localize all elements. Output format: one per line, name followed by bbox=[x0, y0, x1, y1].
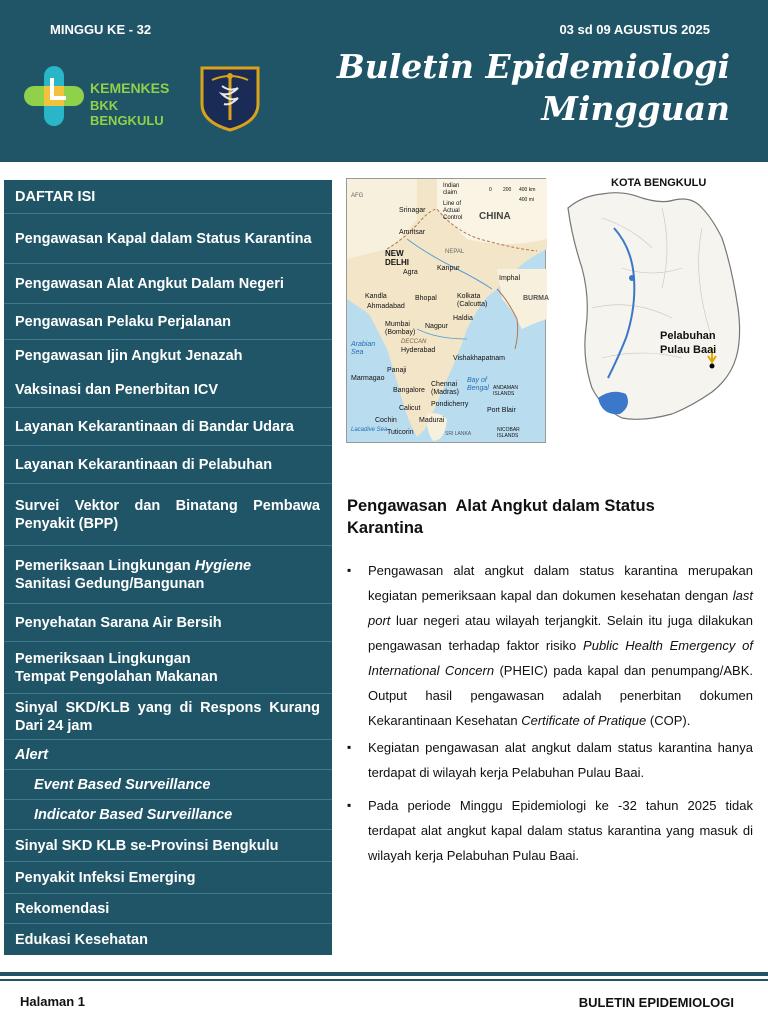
header-band bbox=[0, 0, 768, 162]
map-scale-200: 200 bbox=[503, 187, 512, 193]
map-label-loc: Line of Actual Control bbox=[443, 201, 463, 221]
article-bullets bbox=[347, 558, 753, 868]
map-label-afg: AFG bbox=[351, 193, 364, 199]
toc-item-ijin-jenazah[interactable]: Pengawasan Ijin Angkut Jenazah bbox=[15, 348, 243, 364]
toc-item-alat-angkut[interactable]: Pengawasan Alat Angkut Dalam Negeri bbox=[4, 264, 332, 304]
toc-item-pelaku-perjalanan[interactable]: Pengawasan Pelaku Perjalanan bbox=[4, 304, 332, 340]
map-scale-400km: 400 km bbox=[519, 187, 536, 193]
map-label-ahmadabad: Ahmadabad bbox=[367, 303, 405, 310]
toc-item-sinyal-provinsi[interactable]: Sinyal SKD KLB se-Provinsi Bengkulu bbox=[4, 830, 332, 862]
toc-item-rekomendasi[interactable]: Rekomendasi bbox=[4, 894, 332, 924]
bullet-1: ▪ Pengawasan alat angkut dalam status karantina merupakan kegiatan pemeriksaan kapal dan dokumen kesehatan dengan last port luar negeri atau wilayah terjangkit. Selain itu juga dilakukan pengawasan terhadap faktor risiko Public Health Emergency of International Concern (PHEIC) pada kapal dan penumpang/ABK. Output hasil pengawasan adalah penerbitan dokumen Kekarantinaan Kesehatan Certificate of Pratique (COP). bbox=[347, 558, 753, 733]
map-label-calicut: Calicut bbox=[399, 405, 421, 412]
title-line-1: Buletin Epidemiologi bbox=[336, 47, 730, 86]
toc-item-vaksinasi-icv[interactable]: Vaksinasi dan Penerbitan ICV bbox=[4, 372, 332, 408]
map-label-nicobar: NICOBAR ISLANDS bbox=[497, 427, 520, 439]
map-label-bangalore: Bangalore bbox=[393, 387, 425, 394]
bullet-3: ▪ Pada periode Minggu Epidemiologi ke -32 tahun 2025 tidak terdapat alat angkut kapal dalam status karantina yang masuk di wilayah kerja Pelabuhan Pulau Baai. bbox=[347, 793, 753, 868]
map-label-hyderabad: Hyderabad bbox=[401, 347, 436, 354]
map-label-marmagao: Marmagao bbox=[351, 375, 385, 382]
toc-item-bandar-udara[interactable]: Layanan Kekarantinaan di Bandar Udara bbox=[4, 408, 332, 446]
toc-item-kapal-karantina[interactable]: Pengawasan Kapal dalam Status Karantina bbox=[4, 214, 332, 264]
map-label-sri-lanka: SRI LANKA bbox=[445, 431, 472, 437]
map-label-madurai: Madurai bbox=[419, 417, 445, 424]
bengkulu-map-title: KOTA BENGKULU bbox=[611, 177, 707, 189]
map-label-imphal: Imphal bbox=[499, 275, 521, 282]
map-label-kandla: Kandla bbox=[365, 293, 387, 300]
map-label-cochin: Cochin bbox=[375, 417, 397, 424]
toc-item-edukasi[interactable]: Edukasi Kesehatan bbox=[15, 931, 148, 948]
map-label-nepal: NEPAL bbox=[445, 249, 465, 255]
map-label-srinagar: Srinagar bbox=[399, 207, 426, 214]
map-label-deccan: DECCAN bbox=[401, 339, 427, 345]
article-title-line-2: Karantina bbox=[347, 519, 424, 537]
toc-item-penyakit-emerging[interactable]: Penyakit Infeksi Emerging bbox=[4, 862, 332, 894]
toc-item-survei-vektor[interactable]: Survei Vektor dan Binatang Pembawa Penyakit (BPP) bbox=[4, 484, 332, 546]
bengkulu-map-graphic bbox=[562, 188, 747, 428]
map-label-vishakhapatnam: Vishakhapatnam bbox=[453, 355, 506, 362]
map-label-lacadive: Lacadive Sea bbox=[351, 427, 388, 433]
toc-hygiene-italic: Hygiene bbox=[194, 557, 252, 574]
map-label-tuticorin: Tuticorin bbox=[387, 429, 414, 436]
toc-item-ibs[interactable]: Indicator Based Surveillance bbox=[4, 800, 332, 830]
map-label-port-blair: Port Blair bbox=[487, 407, 516, 414]
map-label-haldia: Haldia bbox=[453, 315, 473, 322]
map-label-nagpur: Nagpur bbox=[425, 323, 448, 330]
kemenkes-logo bbox=[22, 64, 192, 128]
footer-title: BULETIN EPIDEMIOLOGI bbox=[578, 995, 734, 1010]
toc-item-alert[interactable]: Alert bbox=[4, 740, 332, 770]
logo-text-kemenkes: KEMENKES bbox=[90, 80, 170, 96]
map-label-kanpur: Kanpur bbox=[437, 265, 460, 272]
map-label-bay-of-bengal: Bay of Bengal bbox=[467, 377, 489, 392]
article-title-line-1: Pengawasan Alat Angkut dalam Status bbox=[347, 497, 655, 515]
map-label-indian-claim: Indian claim bbox=[443, 183, 460, 196]
map-label-bhopal: Bhopal bbox=[415, 295, 437, 302]
map-label-kolkata: Kolkata (Calcutta) bbox=[457, 293, 488, 308]
map-label-new-delhi: NEW DELHI bbox=[385, 249, 409, 267]
india-map bbox=[346, 178, 550, 443]
bullet-2: ▪ Kegiatan pengawasan alat angkut dalam status karantina hanya terdapat di wilayah kerja Pelabuhan Pulau Baai. bbox=[347, 735, 753, 785]
logo-text-bkk: BKK BENGKULU bbox=[90, 98, 164, 128]
map-label-mumbai: Mumbai (Bombay) bbox=[385, 321, 416, 336]
week-label: MINGGU KE - 32 bbox=[50, 22, 152, 37]
toc-item-air-bersih[interactable]: Penyehatan Sarana Air Bersih bbox=[4, 604, 332, 642]
article-title bbox=[347, 495, 727, 539]
table-of-contents bbox=[4, 180, 332, 955]
kemenkes-flower-icon bbox=[22, 64, 88, 128]
toc-item-hygiene-gedung[interactable]: Pemeriksaan Lingkungan Hygiene Sanitasi Gedung/Bangunan bbox=[4, 546, 332, 604]
page-number: Halaman 1 bbox=[20, 994, 86, 1009]
map-label-arabian-sea: Arabian Sea bbox=[351, 341, 376, 356]
toc-item-pelabuhan[interactable]: Layanan Kekarantinaan di Pelabuhan bbox=[4, 446, 332, 484]
toc-item-pengolahan-makanan[interactable]: Pemeriksaan Lingkungan Tempat Pengolahan Makanan bbox=[4, 642, 332, 694]
map-label-chennai: Chennai (Madras) bbox=[431, 381, 460, 396]
map-label-agra: Agra bbox=[403, 269, 418, 276]
toc-item-sinyal-skd-24jam[interactable]: Sinyal SKD/KLB yang di Respons Kurang Dari 24 jam bbox=[4, 694, 332, 740]
toc-heading: DAFTAR ISI bbox=[4, 180, 332, 214]
map-label-amritsar: Amritsar bbox=[399, 229, 426, 236]
map-label-pondicherry: Pondicherry bbox=[431, 401, 469, 408]
bengkulu-map bbox=[562, 188, 747, 428]
footer-rule-thick bbox=[0, 972, 768, 976]
map-label-burma: BURMA bbox=[523, 295, 550, 302]
date-range: 03 sd 09 AGUSTUS 2025 bbox=[559, 22, 710, 37]
map-label-china: CHINA bbox=[479, 211, 511, 222]
port-label: Pelabuhan Pulau Baai bbox=[660, 330, 717, 356]
map-label-panaji: Panaji bbox=[387, 367, 407, 374]
bulletin-title bbox=[290, 46, 730, 130]
karantina-badge bbox=[196, 64, 264, 132]
karantina-shield-icon bbox=[196, 64, 264, 132]
title-line-2: Mingguan bbox=[541, 89, 730, 128]
toc-item-ebs[interactable]: Event Based Surveillance bbox=[4, 770, 332, 800]
map-scale-0: 0 bbox=[489, 187, 492, 193]
map-label-andaman: ANDAMAN ISLANDS bbox=[493, 385, 519, 397]
map-scale-400mi: 400 mi bbox=[519, 197, 535, 203]
footer-rule-thin bbox=[0, 979, 768, 981]
